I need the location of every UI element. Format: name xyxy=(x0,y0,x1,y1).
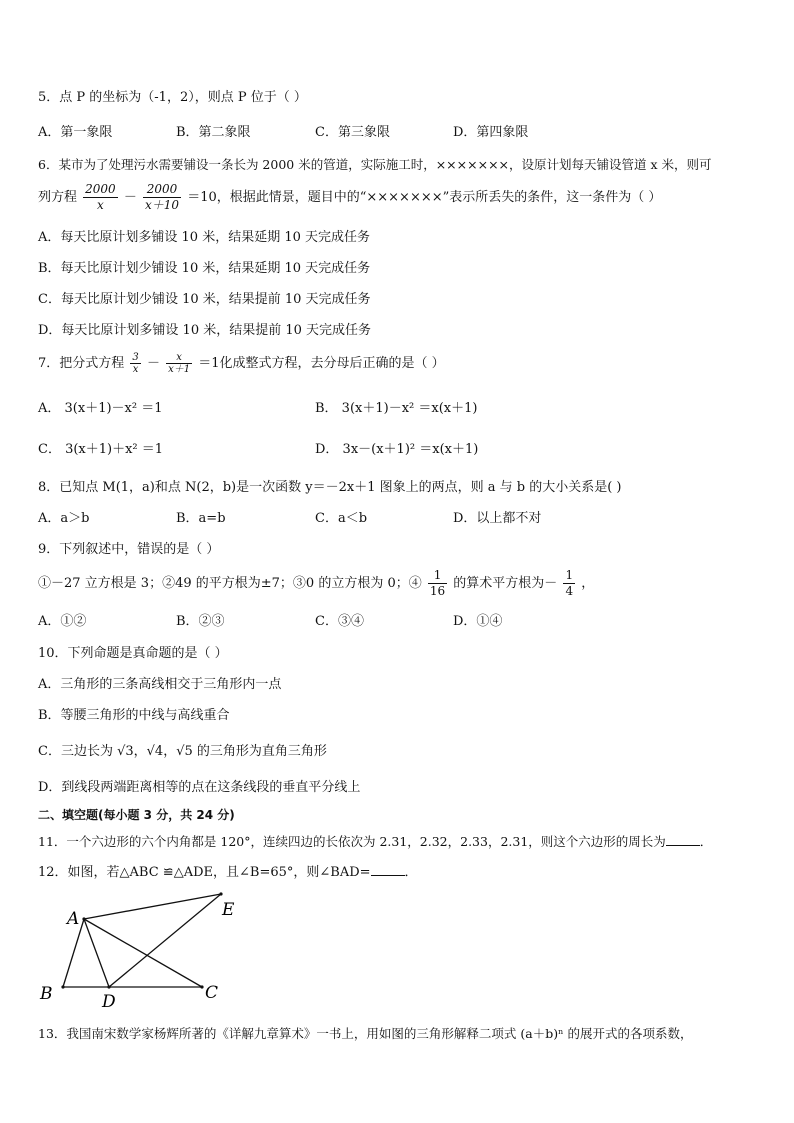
q6-option-d: D．每天比原计划多铺设 10 米，结果提前 10 天完成任务 xyxy=(38,323,372,338)
label-b: B xyxy=(40,984,53,1004)
q9-option-c: C．③④ xyxy=(315,614,364,629)
q8-option-a: A．a＞b xyxy=(38,511,90,526)
segment-ae xyxy=(84,894,221,919)
label-e: E xyxy=(222,900,235,920)
q6-option-b: B．每天比原计划少铺设 10 米，结果延期 10 天完成任务 xyxy=(38,261,371,276)
q11-end: ． xyxy=(699,834,713,849)
q5-option-d: D．第四象限 xyxy=(453,125,529,140)
q6-eq-tail: ＝10 xyxy=(187,190,217,205)
q6-prefix: 列方程 xyxy=(38,190,78,205)
q7-fraction-2: $\frac{x}{x+1}$ xyxy=(168,352,191,375)
q8-option-d: D．以上都不对 xyxy=(453,511,542,526)
q11-stem: 11．一个六边形的六个内角都是 120°，连续四边的长依次为 2.31，2.32，2.33，2.31，则这个六边形的周长为 xyxy=(38,834,666,849)
section-2-heading: 二、填空题(每小题 3 分，共 24 分) xyxy=(38,808,235,822)
q10-option-a: A．三角形的三条高线相交于三角形内一点 xyxy=(38,677,282,692)
label-d: D xyxy=(102,992,116,1012)
q7-prefix: 7．把分式方程 xyxy=(38,356,125,371)
q6-equation-line: 列方程 $\frac{2000}{x}$ － $\frac{2000}{x+10}$ ＝10，根据此情景，题目中的“×××××××”表示所丢失的条件，这一条件为（ ） xyxy=(38,182,662,212)
q13-stem: 13．我国南宋数学家杨辉所著的《详解九章算术》一书上，用如图的三角形解释二项式 (a＋b)ⁿ 的展开式的各项系数， xyxy=(38,1026,693,1041)
label-c: C xyxy=(205,983,219,1003)
q12-end: ． xyxy=(404,865,418,880)
q9-stem: 9．下列叙述中，错误的是（ ） xyxy=(38,542,220,557)
label-a: A xyxy=(67,909,80,929)
q9-fraction-1-4: $\frac{1}{4}$ xyxy=(565,568,574,598)
segment-ab xyxy=(63,919,84,987)
q6-fraction-2: $\frac{2000}{x+10}$ xyxy=(145,182,180,212)
q5-stem: 5．点 P 的坐标为（-1，2），则点 P 位于（ ） xyxy=(38,90,307,105)
q9-option-a: A．①② xyxy=(38,614,87,629)
q10-stem: 10．下列命题是真命题的是（ ） xyxy=(38,646,228,661)
q6-option-c: C．每天比原计划少铺设 10 米，结果提前 10 天完成任务 xyxy=(38,292,371,307)
q9-statement-b: 的算术平方根为－ xyxy=(453,576,558,591)
q9-option-b: B．②③ xyxy=(176,614,225,629)
q8-option-c: C．a＜b xyxy=(315,511,368,526)
q6-option-a: A．每天比原计划多铺设 10 米，结果延期 10 天完成任务 xyxy=(38,230,371,245)
segment-ad xyxy=(84,919,109,987)
q10-option-d: D．到线段两端距离相等的点在这条线段的垂直平分线上 xyxy=(38,780,361,795)
q7-fraction-1: $\frac{3}{x}$ xyxy=(132,352,139,375)
q7-option-a: A． 3(x＋1)－x² ＝1 xyxy=(38,401,163,416)
q8-option-b: B．a=b xyxy=(176,511,226,526)
segment-de xyxy=(109,894,221,987)
q12-stem: 12．如图，若△ABC ≌△ADE，且∠B=65°，则∠BAD= xyxy=(38,865,371,880)
q5-option-b: B．第二象限 xyxy=(176,125,251,140)
q6-suffix: ，根据此情景，题目中的“×××××××”表示所丢失的条件，这一条件为（ ） xyxy=(216,190,662,205)
segment-ac xyxy=(84,919,202,987)
q7-eq-tail: ＝1 xyxy=(198,356,220,371)
q6-line1: 6．某市为了处理污水需要铺设一条长为 2000 米的管道，实际施工时，×××××××，设原计划每天铺设管道 x 米，则可 xyxy=(38,157,712,172)
q9-fraction-1-16: $\frac{1}{16}$ xyxy=(429,568,446,598)
q5-option-c: C．第三象限 xyxy=(315,125,390,140)
q7-option-b: B． 3(x＋1)－x² ＝x(x＋1) xyxy=(315,401,478,416)
q6-fraction-1: $\frac{2000}{x}$ xyxy=(85,182,116,212)
q8-stem: 8．已知点 M(1，a)和点 N(2，b)是一次函数 y＝－2x＋1 图象上的两点，则 a 与 b 的大小关系是( ) xyxy=(38,480,622,495)
q5-option-a: A．第一象限 xyxy=(38,125,113,140)
q7-suffix: 化成整式方程，去分母后正确的是（ ） xyxy=(219,356,445,371)
q7-option-d: D． 3x－(x＋1)² ＝x(x＋1) xyxy=(315,442,479,457)
q10-option-c: C．三边长为 √3，√4，√5 的三角形为直角三角形 xyxy=(38,744,327,759)
q7-stem-line: 7．把分式方程 $\frac{3}{x}$ － $\frac{x}{x+1}$ ＝1化成整式方程，去分母后正确的是（ ） xyxy=(38,352,445,375)
q7-option-c: C． 3(x＋1)＋x² ＝1 xyxy=(38,442,164,457)
q10-option-b: B．等腰三角形的中线与高线重合 xyxy=(38,708,230,723)
q9-option-d: D．①④ xyxy=(453,614,503,629)
q9-statement-a: ①－27 立方根是 3；②49 的平方根为±7；③0 的立方根为 0；④ xyxy=(38,576,422,591)
q9-statement-end: ， xyxy=(581,576,595,591)
